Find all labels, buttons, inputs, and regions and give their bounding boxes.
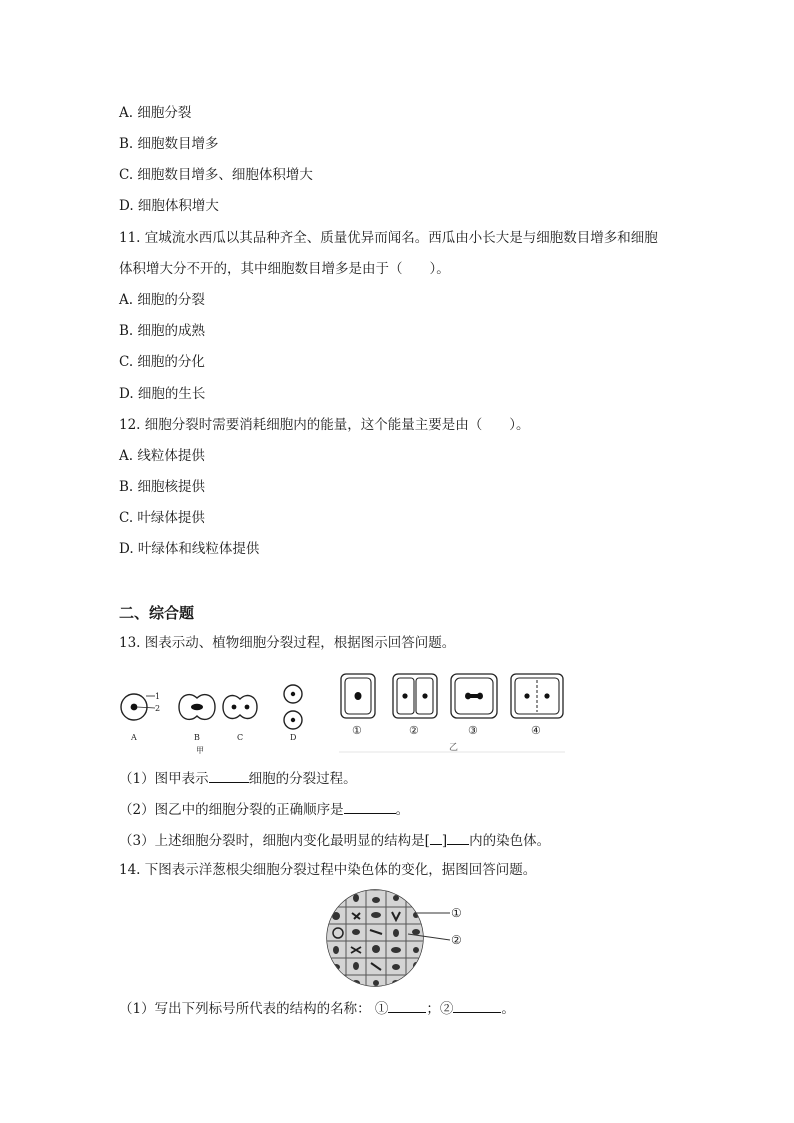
answer-blank[interactable] xyxy=(430,830,442,845)
q13-sub3-suffix: 内的染色体。 xyxy=(469,833,551,849)
answer-blank[interactable] xyxy=(453,998,501,1013)
q14-sub1-mark1: ① xyxy=(374,1001,389,1017)
label-4: ④ xyxy=(531,724,541,737)
q13-stem: 13. 图表示动、植物细胞分裂过程，根据图示回答问题。 xyxy=(119,635,456,651)
plant-cell-2 xyxy=(393,674,437,718)
answer-blank[interactable] xyxy=(388,998,426,1013)
q14-sub1-sep: ； xyxy=(426,1001,440,1017)
q12-option-b: B. 细胞核提供 xyxy=(119,479,206,495)
onion-root-tip-figure xyxy=(324,888,474,990)
cell-b xyxy=(179,695,215,720)
answer-blank[interactable] xyxy=(447,830,469,845)
q13-sub3 xyxy=(119,830,550,850)
plant-cell-4 xyxy=(511,674,563,718)
figure-jia xyxy=(115,680,315,756)
plant-cell-1 xyxy=(341,674,375,718)
q13-sub1 xyxy=(119,768,357,788)
q12-option-c: C. 叶绿体提供 xyxy=(119,510,205,526)
q13-sub3-bracket: ] xyxy=(441,833,448,849)
pointer-1: 1 xyxy=(155,692,161,701)
label-1: ① xyxy=(352,724,362,737)
q14-sub1 xyxy=(119,998,515,1018)
label-3: ③ xyxy=(468,724,478,737)
q13-sub3-prefix: （3）上述细胞分裂时，细胞内变化最明显的结构是[ xyxy=(119,833,430,849)
q13-sub2-prefix: （2）图乙中的细胞分裂的正确顺序是 xyxy=(119,802,344,818)
figure-yi xyxy=(335,670,570,756)
answer-blank[interactable] xyxy=(209,768,249,783)
q12-option-d: D. 叶绿体和线粒体提供 xyxy=(119,541,260,557)
label-a: A xyxy=(131,733,137,742)
q14-sub1-mark2: ② xyxy=(439,1001,454,1017)
q13-sub2-suffix: 。 xyxy=(395,802,410,818)
q13-sub1-suffix: 细胞的分裂过程。 xyxy=(248,771,357,787)
label-b: B xyxy=(194,733,200,742)
q12-option-a: A. 线粒体提供 xyxy=(119,448,205,464)
q11-option-a: A. 细胞的分裂 xyxy=(119,292,205,308)
q13-sub1-prefix: （1）图甲表示 xyxy=(119,771,209,787)
q14-stem: 14. 下图表示洋葱根尖细胞分裂过程中染色体的变化，据图回答问题。 xyxy=(119,862,537,878)
q10-option-d: D. 细胞体积增大 xyxy=(119,198,219,214)
pointer-2: 2 xyxy=(155,704,161,713)
plant-cell-3 xyxy=(451,674,497,718)
q12-stem: 12. 细胞分裂时需要消耗细胞内的能量，这个能量主要是由（ ）。 xyxy=(119,417,530,433)
q10-option-a: A. 细胞分裂 xyxy=(119,105,192,121)
q11-stem-line1: 11. 宜城流水西瓜以其品种齐全、质量优异而闻名。西瓜由小长大是与细胞数目增多和细胞 xyxy=(119,230,658,246)
q11-stem-line2: 体积增大分不开的，其中细胞数目增多是由于（ ）。 xyxy=(119,261,450,277)
answer-blank[interactable] xyxy=(344,799,396,814)
q14-sub1-end: 。 xyxy=(501,1001,515,1017)
fig-label-1: ① xyxy=(451,906,462,920)
label-d: D xyxy=(290,733,297,742)
cell-a xyxy=(121,694,155,720)
q14-sub1-prefix: （1）写出下列标号所代表的结构的名称： xyxy=(119,1001,371,1017)
fig-label-2: ② xyxy=(451,933,462,947)
q11-option-c: C. 细胞的分化 xyxy=(119,354,205,370)
q11-option-d: D. 细胞的生长 xyxy=(119,386,206,402)
cell-c xyxy=(223,696,257,719)
q13-sub2 xyxy=(119,799,409,819)
caption-yi: 乙 xyxy=(449,743,459,753)
label-2: ② xyxy=(409,724,419,737)
caption-jia: 甲 xyxy=(196,746,204,755)
label-c: C xyxy=(237,733,244,742)
section-title: 二、综合题 xyxy=(119,604,195,622)
q10-option-b: B. 细胞数目增多 xyxy=(119,136,219,152)
cell-d xyxy=(284,685,302,729)
q10-option-c: C. 细胞数目增多、细胞体积增大 xyxy=(119,167,313,183)
q11-option-b: B. 细胞的成熟 xyxy=(119,323,206,339)
